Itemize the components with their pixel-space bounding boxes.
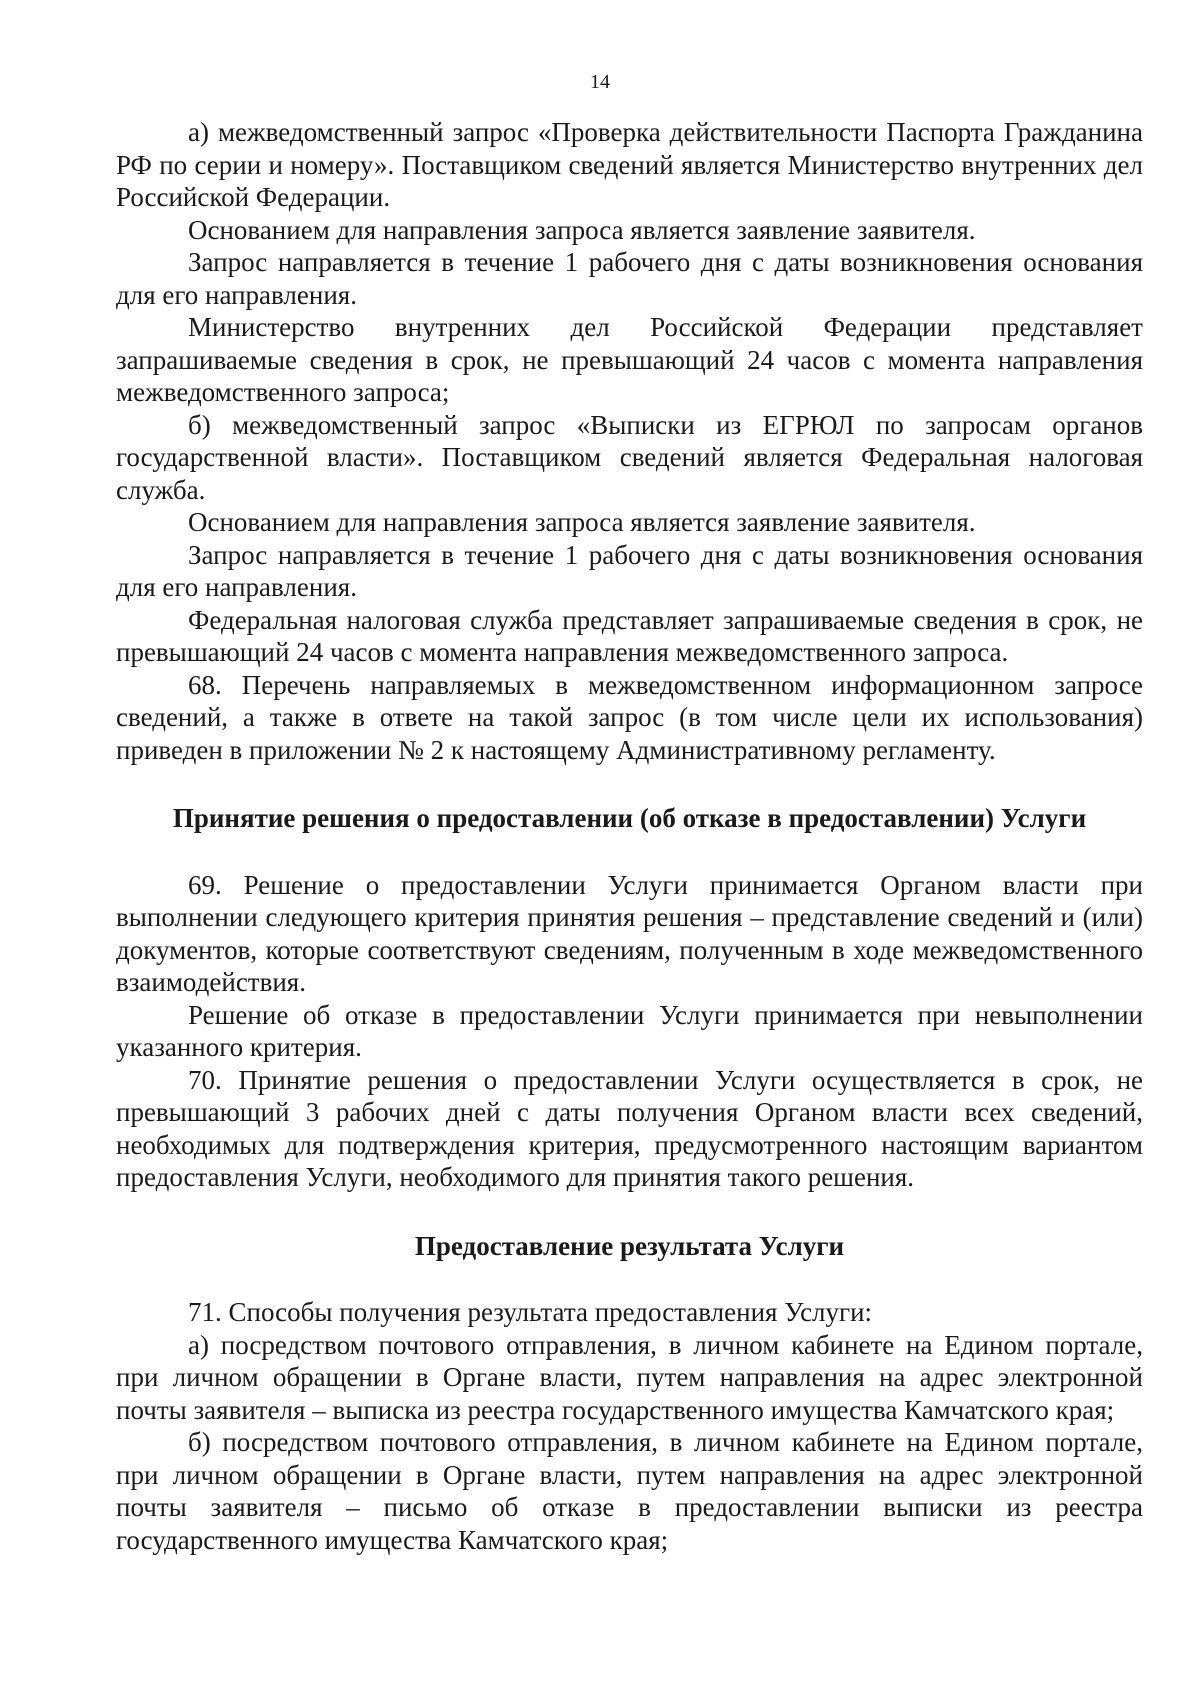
paragraph-b-egrul-request: б) межведомственный запрос «Выписки из ЕГРЮЛ по запросам органов государственной власти». Поставщиком сведений является Федеральная налоговая служба.: [116, 409, 1143, 505]
page-number: 14: [590, 71, 610, 93]
paragraph-fns-response: Федеральная налоговая служба представляет запрашиваемые сведения в срок, не превышающий 24 часов с момента направления межведомственного запроса.: [116, 604, 1143, 667]
section-heading-result: Предоставление результата Услуги: [414, 1230, 845, 1261]
paragraph-68: 68. Перечень направляемых в межведомственном информационном запросе сведений, а также в ответе на такой запрос (в том числе цели их использования) приведен в приложении № 2 к настоящему Административному регламенту.: [116, 669, 1143, 765]
paragraph-71-b: б) посредством почтового отправления, в личном кабинете на Едином портале, при личном обращении в Органе власти, путем направления на адрес электронной почты заявителя – письмо об отказе в предоставлении выписки из реестра государственного имущества Камчатского края;: [116, 1427, 1143, 1555]
paragraph-a-passport-request: а) межведомственный запрос «Проверка действительности Паспорта Гражданина РФ по серии и номеру». Поставщиком сведений является Министерство внутренних дел Российской Федерации.: [116, 117, 1143, 212]
document-body: [116, 116, 1143, 1556]
section-heading-decision: Принятие решения о предоставлении (об отказе в предоставлении) Услуги: [172, 803, 1087, 833]
paragraph-basis: Основанием для направления запроса является заявление заявителя.: [188, 214, 976, 245]
paragraph-request-term: Запрос направляется в течение 1 рабочего дня с даты возникновения основания для его направления.: [116, 539, 1143, 602]
paragraph-69: 69. Решение о предоставлении Услуги принимается Органом власти при выполнении следующего критерия принятия решения – представление сведений и (или) документов, которые соответствуют сведениям, полученным в ходе межведомственного взаимодействия.: [116, 869, 1143, 997]
paragraph-refusal: Решение об отказе в предоставлении Услуги принимается при невыполнении указанного критерия.: [116, 999, 1143, 1062]
paragraph-request-term: Запрос направляется в течение 1 рабочего дня с даты возникновения основания для его направления.: [116, 247, 1143, 310]
paragraph-70: 70. Принятие решения о предоставлении Услуги осуществляется в срок, не превышающий 3 рабочих дней с даты получения Органом власти всех сведений, необходимых для подтверждения критерия, предусмотренного настоящим вариантом предоставления Услуги, необходимого для принятия такого решения.: [116, 1064, 1143, 1192]
paragraph-basis: Основанием для направления запроса является заявление заявителя.: [188, 507, 976, 537]
paragraph-71-a: а) посредством почтового отправления, в личном кабинете на Едином портале, при личном обращении в Органе власти, путем направления на адрес электронной почты заявителя – выписка из реестра государственного имущества Камчатского края;: [116, 1329, 1143, 1425]
paragraph-mvd-response: Министерство внутренних дел Российской Федерации представляет запрашиваемые сведения в срок, не превышающий 24 часов с момента направления межведомственного запроса;: [116, 312, 1143, 407]
paragraph-71: 71. Способы получения результата предоставления Услуги:: [188, 1297, 873, 1327]
